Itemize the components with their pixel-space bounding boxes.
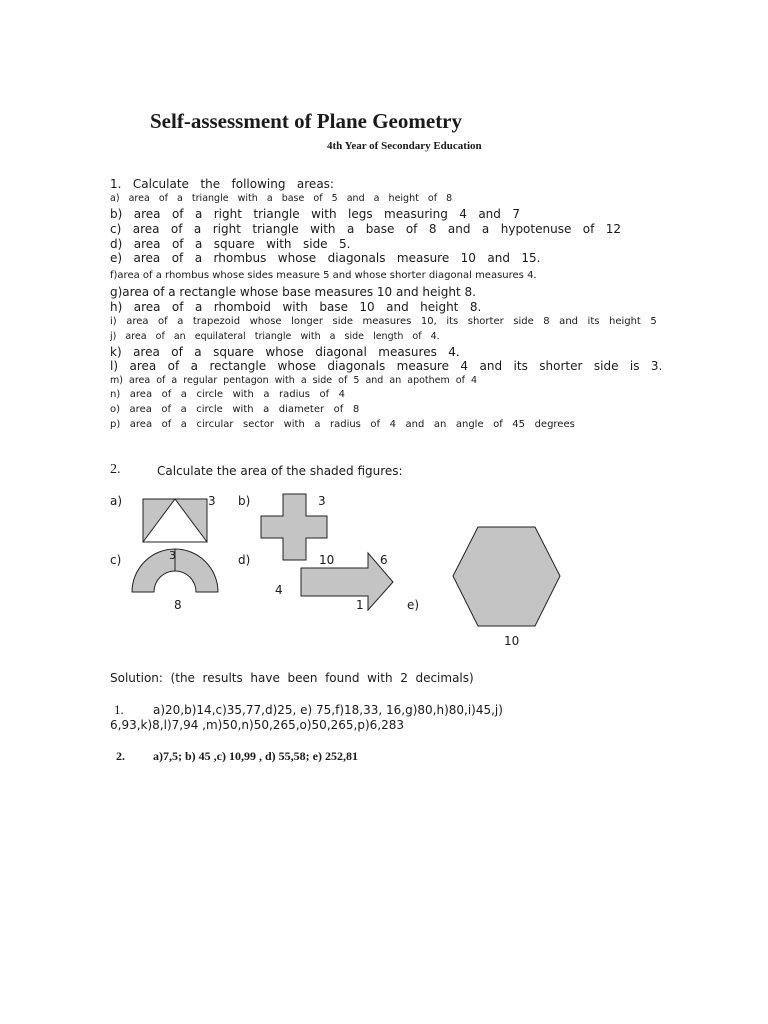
figure-c-dim-bottom: 8 — [174, 598, 182, 612]
section1-heading: 1. Calculate the following areas: — [110, 177, 334, 191]
exercise-a: a) area of a triangle with a base of 5 and a height of 8 — [110, 193, 453, 204]
figure-a-label: a) — [110, 494, 123, 508]
exercise-f: f)area of a rhombus whose sides measure 5 and whose shorter diagonal measures 4. — [110, 270, 537, 281]
exercise-h: h) area of a rhomboid with base 10 and height 8. — [110, 300, 482, 314]
exercise-g: g)area of a rectangle whose base measures 10 and height 8. — [110, 285, 476, 299]
figure-c-dim-top: 3 — [169, 549, 176, 562]
page-subtitle: 4th Year of Secondary Education — [327, 140, 482, 152]
exercise-e: e) area of a rhombus whose diagonals measure 10 and 15. — [110, 251, 541, 265]
exercise-c: c) area of a right triangle with a base of 8 and a hypotenuse of 12 — [110, 222, 622, 236]
figure-c-label: c) — [110, 553, 122, 567]
figure-d-dim-top: 10 — [319, 553, 335, 567]
figure-d-label: d) — [238, 553, 251, 567]
solution-1-line1: a)20,b)14,c)35,77,d)25, e) 75,f)18,33, 16,g)80,h)80,i)45,j) — [153, 703, 503, 717]
figure-e-dim: 10 — [504, 634, 520, 648]
page-title: Self-assessment of Plane Geometry — [150, 109, 463, 133]
solution-1-line2: 6,93,k)8,l)7,94 ,m)50,n)50,265,o)50,265,p)6,283 — [110, 718, 404, 732]
section2-heading: Calculate the area of the shaded figures: — [157, 464, 403, 478]
exercise-i: i) area of a trapezoid whose longer side measures 10, its shorter side 8 and its height 5 — [110, 316, 657, 327]
figure-e-label: e) — [407, 598, 420, 612]
figure-b-label: b) — [238, 494, 251, 508]
solution-2-number: 2. — [116, 749, 125, 763]
figure-e-hexagon — [453, 527, 560, 626]
exercise-o: o) area of a circle with a diameter of 8 — [110, 404, 360, 415]
solution-2-text: a)7,5; b) 45 ,c) 10,99 , d) 55,58; e) 252,81 — [153, 749, 358, 763]
exercise-n: n) area of a circle with a radius of 4 — [110, 389, 345, 400]
figure-a-rectangle-triangle — [143, 499, 207, 542]
figure-a-dim: 3 — [208, 494, 216, 508]
exercise-l: l) area of a rectangle whose diagonals measure 4 and its shorter side is 3. — [110, 359, 663, 373]
figure-d-dim-bottom: 1 — [356, 598, 364, 612]
exercise-d: d) area of a square with side 5. — [110, 237, 351, 251]
exercise-j: j) area of an equilateral triangle with a side length of 4. — [110, 331, 440, 342]
exercise-m: m) area of a regular pentagon with a side of 5 and an apothem of 4 — [110, 375, 478, 386]
solution-1-number: 1. — [114, 702, 124, 717]
figure-d-dim-left: 4 — [275, 583, 283, 597]
figure-d-dim-right: 6 — [380, 553, 388, 567]
solution-heading: Solution: (the results have been found with 2 decimals) — [110, 671, 474, 685]
section2-number: 2. — [110, 462, 121, 477]
exercise-b: b) area of a right triangle with legs measuring 4 and 7 — [110, 207, 520, 221]
exercise-p: p) area of a circular sector with a radius of 4 and an angle of 45 degrees — [110, 419, 575, 430]
exercise-k: k) area of a square whose diagonal measures 4. — [110, 345, 460, 359]
figure-b-dim: 3 — [318, 494, 326, 508]
